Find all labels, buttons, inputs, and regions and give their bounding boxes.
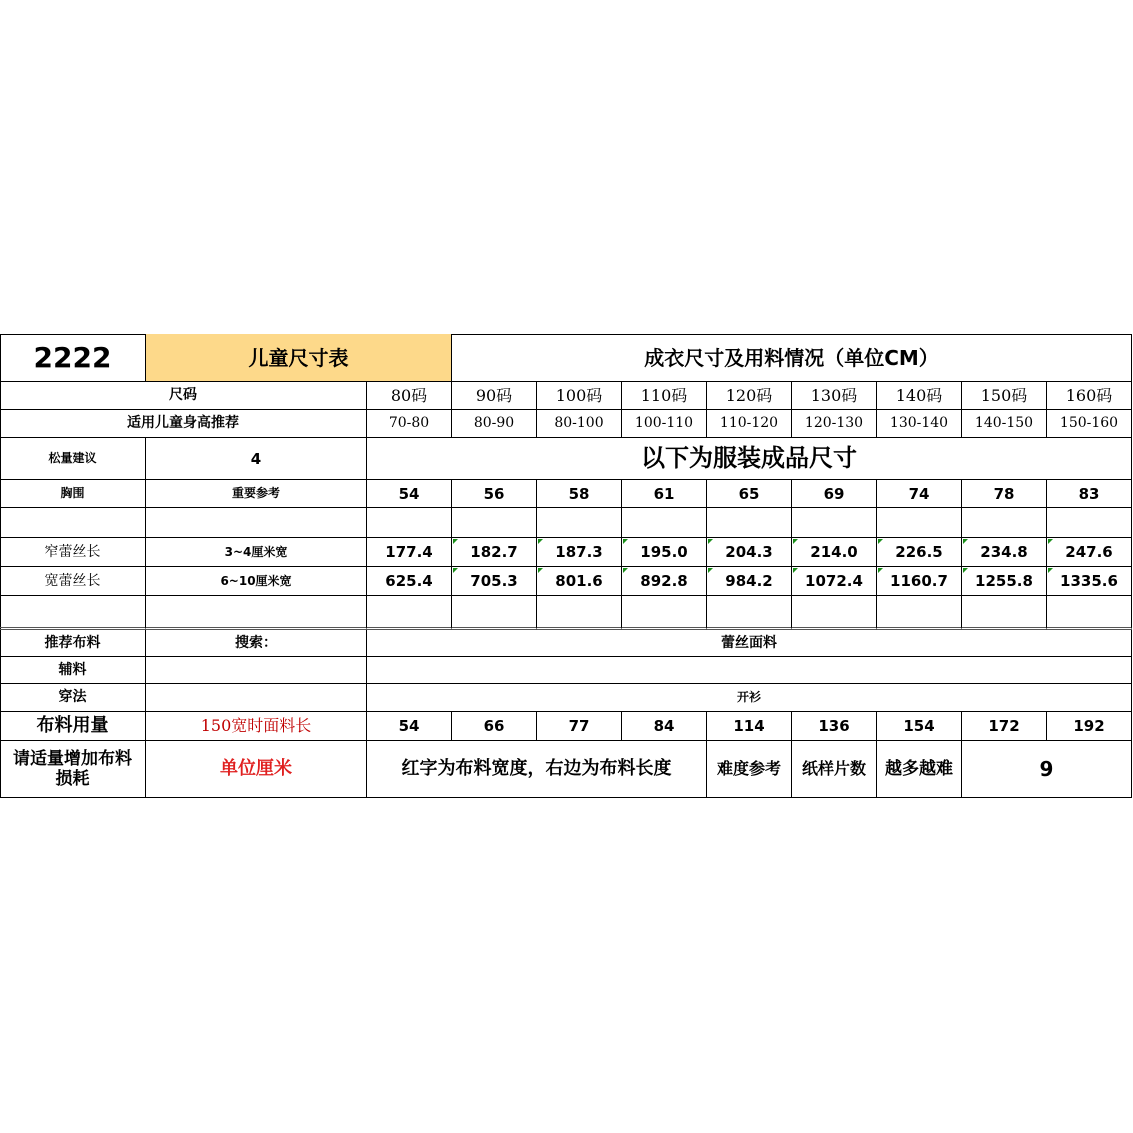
empty-cell	[452, 596, 537, 630]
narrow-lace-cell: 226.5	[877, 538, 962, 567]
wide-lace-cell: 892.8	[622, 567, 707, 596]
accessory-label: 辅料	[0, 657, 146, 684]
height-cell: 130-140	[877, 410, 962, 438]
empty-cell	[146, 684, 367, 712]
size-110: 110码	[622, 382, 707, 410]
size-table	[0, 334, 1132, 798]
usage-cell: 192	[1047, 712, 1132, 741]
height-label: 适用儿童身高推荐	[0, 410, 367, 438]
wide-lace-cell: 801.6	[537, 567, 622, 596]
chest-cell: 69	[792, 480, 877, 508]
height-cell: 140-150	[962, 410, 1047, 438]
empty-cell	[367, 596, 452, 630]
chest-label: 胸围	[0, 480, 146, 508]
usage-cell: 136	[792, 712, 877, 741]
fabric-value: 蕾丝面料	[367, 630, 1132, 657]
size-90: 90码	[452, 382, 537, 410]
empty-cell	[146, 657, 367, 684]
usage-note: 150宽时面料长	[146, 712, 367, 741]
size-label: 尺码	[0, 382, 367, 410]
harder-label: 越多越难	[877, 741, 962, 798]
wide-lace-label: 宽蕾丝长	[0, 567, 146, 596]
empty-cell	[792, 508, 877, 538]
wide-lace-cell: 1160.7	[877, 567, 962, 596]
empty-cell	[877, 596, 962, 630]
narrow-lace-cell: 195.0	[622, 538, 707, 567]
narrow-lace-cell: 204.3	[707, 538, 792, 567]
height-cell: 120-130	[792, 410, 877, 438]
wide-lace-cell: 625.4	[367, 567, 452, 596]
chest-cell: 78	[962, 480, 1047, 508]
wide-lace-cell: 1072.4	[792, 567, 877, 596]
chest-cell: 61	[622, 480, 707, 508]
empty-cell	[962, 596, 1047, 630]
usage-cell: 172	[962, 712, 1047, 741]
empty-cell	[707, 508, 792, 538]
size-150: 150码	[962, 382, 1047, 410]
narrow-lace-cell: 214.0	[792, 538, 877, 567]
narrow-lace-cell: 247.6	[1047, 538, 1132, 567]
empty-cell	[146, 508, 367, 538]
fabric-label: 推荐布料	[0, 630, 146, 657]
empty-cell	[367, 657, 1132, 684]
empty-cell	[1047, 508, 1132, 538]
empty-cell	[707, 596, 792, 630]
empty-cell	[1047, 596, 1132, 630]
loss-note: 请适量增加布料损耗	[0, 741, 146, 798]
empty-cell	[792, 596, 877, 630]
height-cell: 80-90	[452, 410, 537, 438]
style-code: 2222	[0, 334, 146, 382]
size-120: 120码	[707, 382, 792, 410]
size-140: 140码	[877, 382, 962, 410]
usage-cell: 66	[452, 712, 537, 741]
chest-cell: 83	[1047, 480, 1132, 508]
height-cell: 110-120	[707, 410, 792, 438]
narrow-lace-cell: 177.4	[367, 538, 452, 567]
wide-lace-cell: 1335.6	[1047, 567, 1132, 596]
chest-cell: 54	[367, 480, 452, 508]
chest-cell: 74	[877, 480, 962, 508]
empty-cell	[622, 596, 707, 630]
usage-cell: 84	[622, 712, 707, 741]
size-130: 130码	[792, 382, 877, 410]
unit-note: 单位厘米	[146, 741, 367, 798]
narrow-lace-cell: 182.7	[452, 538, 537, 567]
pieces-label: 纸样片数	[792, 741, 877, 798]
table-subtitle: 成衣尺寸及用料情况（单位CM）	[452, 334, 1132, 382]
usage-cell: 154	[877, 712, 962, 741]
wide-lace-cell: 984.2	[707, 567, 792, 596]
chest-cell: 56	[452, 480, 537, 508]
fabric-search: 搜索：	[146, 630, 367, 657]
height-cell: 80-100	[537, 410, 622, 438]
wear-label: 穿法	[0, 684, 146, 712]
size-100: 100码	[537, 382, 622, 410]
chest-cell: 65	[707, 480, 792, 508]
pieces-value: 9	[962, 741, 1132, 798]
empty-cell	[0, 508, 146, 538]
usage-label: 布料用量	[0, 712, 146, 741]
height-cell: 70-80	[367, 410, 452, 438]
empty-cell	[962, 508, 1047, 538]
empty-cell	[537, 508, 622, 538]
usage-cell: 114	[707, 712, 792, 741]
empty-cell	[146, 596, 367, 630]
height-cell: 150-160	[1047, 410, 1132, 438]
ease-label: 松量建议	[0, 438, 146, 480]
usage-cell: 54	[367, 712, 452, 741]
explain-note: 红字为布料宽度，右边为布料长度	[367, 741, 707, 798]
narrow-lace-cell: 187.3	[537, 538, 622, 567]
difficulty-label: 难度参考	[707, 741, 792, 798]
empty-cell	[0, 596, 146, 630]
ease-value: 4	[146, 438, 367, 480]
empty-cell	[367, 508, 452, 538]
empty-cell	[622, 508, 707, 538]
narrow-lace-cell: 234.8	[962, 538, 1047, 567]
narrow-lace-label: 窄蕾丝长	[0, 538, 146, 567]
size-160: 160码	[1047, 382, 1132, 410]
empty-cell	[537, 596, 622, 630]
size-80: 80码	[367, 382, 452, 410]
wear-value: 开衫	[367, 684, 1132, 712]
wide-lace-cell: 705.3	[452, 567, 537, 596]
empty-cell	[877, 508, 962, 538]
narrow-lace-note: 3~4厘米宽	[146, 538, 367, 567]
empty-cell	[452, 508, 537, 538]
chest-note: 重要参考	[146, 480, 367, 508]
chest-cell: 58	[537, 480, 622, 508]
table-title: 儿童尺寸表	[146, 334, 452, 382]
wide-lace-note: 6~10厘米宽	[146, 567, 367, 596]
wide-lace-cell: 1255.8	[962, 567, 1047, 596]
finished-size-note: 以下为服装成品尺寸	[367, 438, 1132, 480]
height-cell: 100-110	[622, 410, 707, 438]
usage-cell: 77	[537, 712, 622, 741]
